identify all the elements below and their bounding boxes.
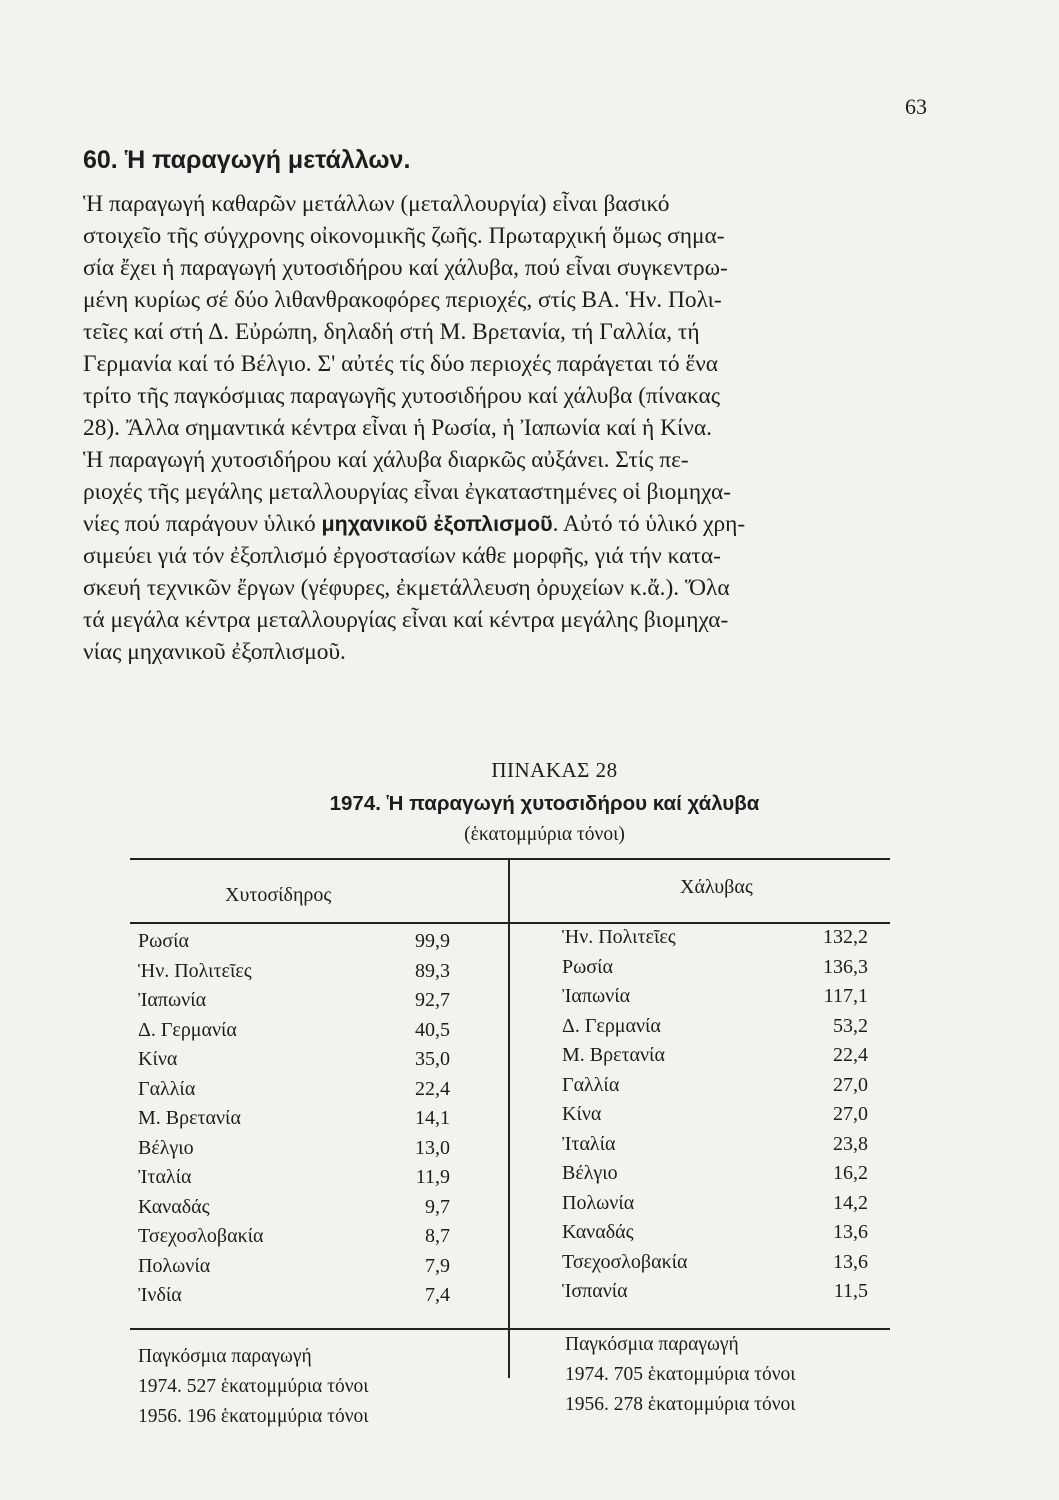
table-row [138,1048,450,1078]
production-value: 22,4 [415,1077,450,1100]
country-name: Ρωσία [138,930,189,952]
table-label: ΠΙΝΑΚΑΣ 28 [491,758,618,782]
country-name: Ρωσία [562,955,613,978]
table-row [562,985,868,1015]
production-value: 23,8 [833,1132,868,1155]
table-row [138,1196,450,1226]
text-line: σκευή τεχνικῶν ἔργων (γέφυρες, ἐκμετάλλευση ὀρυχείων κ.ἄ.). Ὅλα [83,575,730,601]
text-line: Ἡ παραγωγή καθαρῶν μετάλλων (μεταλλουργία) εἶναι βασικό [83,191,670,217]
country-name: Πολωνία [562,1191,635,1214]
table-header-rule [130,922,890,924]
production-value: 136,3 [823,955,868,978]
text-line: στοιχεῖο τῆς σύγχρονης οἰκονομικῆς ζωῆς. Πρωταρχική ὅμως σημα- [83,223,725,249]
country-name: Γαλλία [562,1073,620,1096]
table-row [562,1103,868,1133]
production-value: 35,0 [415,1048,450,1070]
production-value: 89,3 [415,959,450,982]
column-header-steel: Χάλυβας [680,876,753,898]
text-line: σία ἔχει ἡ παραγωγή χυτοσιδήρου καί χάλυβα, πού εἶναι συγκεντρω- [83,255,728,281]
footer-line: Παγκόσμια παραγωγή [138,1346,312,1367]
production-value: 132,2 [823,926,868,948]
table-row [138,930,450,960]
production-value: 117,1 [823,985,868,1007]
table-row [562,1251,868,1281]
production-value: 27,0 [833,1103,868,1125]
section-heading: 60. Ἡ παραγωγή μετάλλων. [83,146,411,174]
production-value: 92,7 [415,989,450,1011]
page-number: 63 [905,94,927,119]
table-row [562,1192,868,1222]
country-name: Ἰταλία [562,1132,616,1155]
production-value: 16,2 [833,1162,868,1184]
country-name: Τσεχοσλοβακία [138,1225,264,1247]
country-name: Καναδάς [138,1195,210,1218]
table-row [562,1133,868,1163]
table-title: 1974. Ἡ παραγωγή χυτοσιδήρου καί χάλυβα [329,792,760,815]
table-row [562,1162,868,1192]
production-value: 14,1 [415,1107,450,1129]
table-row [138,1255,450,1285]
text-line: Ἡ παραγωγή χυτοσιδήρου καί χάλυβα διαρκῶς αὐξάνει. Στίς πε- [83,447,689,473]
paragraph-1 [83,188,935,444]
production-value: 13,6 [833,1221,868,1243]
country-name: Καναδάς [562,1221,634,1243]
country-name: Κίνα [138,1048,178,1070]
production-value: 53,2 [833,1014,868,1037]
production-value: 9,7 [425,1195,450,1218]
production-value: 11,9 [415,1166,450,1188]
table-row [138,1137,450,1167]
footer-line: 1974. 705 ἑκατομμύρια τόνοι [565,1364,796,1385]
table-top-rule [130,858,890,860]
footer-line: Παγκόσμια παραγωγή [565,1334,739,1355]
production-value: 40,5 [415,1018,450,1041]
country-name: Μ. Βρετανία [562,1044,665,1066]
production-value: 13,0 [415,1136,450,1159]
text-line: Γερμανία καί τό Βέλγιο. Σ' αὐτές τίς δύο περιοχές παράγεται τό ἕνα [83,351,719,377]
production-value: 22,4 [833,1044,868,1066]
text-line: ριοχές τῆς μεγάλης μεταλλουργίας εἶναι ἐγκαταστημένες οἱ βιομηχα- [83,479,732,505]
text-line: μένη κυρίως σέ δύο λιθανθρακοφόρες περιοχές, στίς ΒΑ. Ἡν. Πολι- [83,287,722,313]
country-name: Ἰνδία [138,1284,182,1306]
country-name: Μ. Βρετανία [138,1107,241,1129]
table-row [138,1284,450,1314]
country-name: Κίνα [562,1103,602,1125]
table-row [562,1044,868,1074]
production-value: 99,9 [415,930,450,952]
country-name: Πολωνία [138,1254,211,1277]
table-row [562,1074,868,1104]
country-name: Δ. Γερμανία [138,1018,237,1041]
country-name: Δ. Γερμανία [562,1014,661,1037]
bold-term: μηχανικοῦ ἐξοπλισμοῦ [321,512,553,536]
production-value: 27,0 [833,1073,868,1096]
text-line: τρίτο τῆς παγκόσμιας παραγωγῆς χυτοσιδήρου καί χάλυβα (πίνακας [83,383,721,409]
production-value: 13,6 [833,1250,868,1273]
paragraph-2 [83,444,935,668]
footer-line: 1974. 527 ἑκατομμύρια τόνοι [138,1376,369,1397]
production-value: 7,4 [425,1284,450,1306]
production-value: 8,7 [425,1225,450,1247]
country-name: Ἡν. Πολιτεῖες [562,926,676,948]
country-name: Βέλγιο [562,1162,618,1184]
country-name: Ἰταλία [138,1166,192,1188]
pig-iron-world-total [138,1342,369,1432]
footer-line: 1956. 278 ἑκατομμύρια τόνοι [565,1394,796,1415]
footer-line: 1956. 196 ἑκατομμύρια τόνοι [138,1406,369,1427]
production-value: 7,9 [425,1254,450,1277]
table-row [562,1221,868,1251]
table-row [138,960,450,990]
table-column-divider [508,858,510,1378]
table-row [562,1280,868,1310]
production-value: 14,2 [833,1191,868,1214]
text-line: 28). Ἄλλα σημαντικά κέντρα εἶναι ἡ Ρωσία, ἡ Ἰαπωνία καί ἡ Κίνα. [83,415,712,441]
column-header-pig-iron: Χυτοσίδηρος [225,884,332,906]
country-name: Ἰαπωνία [138,989,207,1011]
text-line: σιμεύει γιά τόν ἐξοπλισμό ἐργοστασίων κάθε μορφῆς, γιά τήν κατα- [83,543,721,569]
country-name: Ἱσπανία [562,1280,628,1302]
country-name: Γαλλία [138,1077,196,1100]
country-name: Ἡν. Πολιτεῖες [138,959,252,982]
country-name: Ἰαπωνία [562,985,631,1007]
country-name: Τσεχοσλοβακία [562,1250,688,1273]
table-row [562,926,868,956]
steel-world-total [565,1330,796,1420]
country-name: Βέλγιο [138,1136,194,1159]
body-text [83,188,935,668]
text-line-start: νίες πού παράγουν ὑλικό [83,511,322,537]
table-row [138,1225,450,1255]
text-line: νίας μηχανικοῦ ἐξοπλισμοῦ. [83,639,346,665]
production-value: 11,5 [833,1280,868,1302]
table-row [138,1078,450,1108]
text-line-end: . Αὐτό τό ὑλικό χρη- [552,511,746,537]
table-row [562,956,868,986]
table-row [138,1107,450,1137]
table-unit: (ἑκατομμύρια τόνοι) [464,824,625,845]
text-line: τά μεγάλα κέντρα μεταλλουργίας εἶναι καί κέντρα μεγάλης βιομηχα- [83,607,729,633]
text-line: τεῖες καί στή Δ. Εὐρώπη, δηλαδή στή Μ. Βρετανία, τή Γαλλία, τή [83,319,700,345]
table-row [138,989,450,1019]
table-row [562,1015,868,1045]
table-row [138,1019,450,1049]
table-row [138,1166,450,1196]
